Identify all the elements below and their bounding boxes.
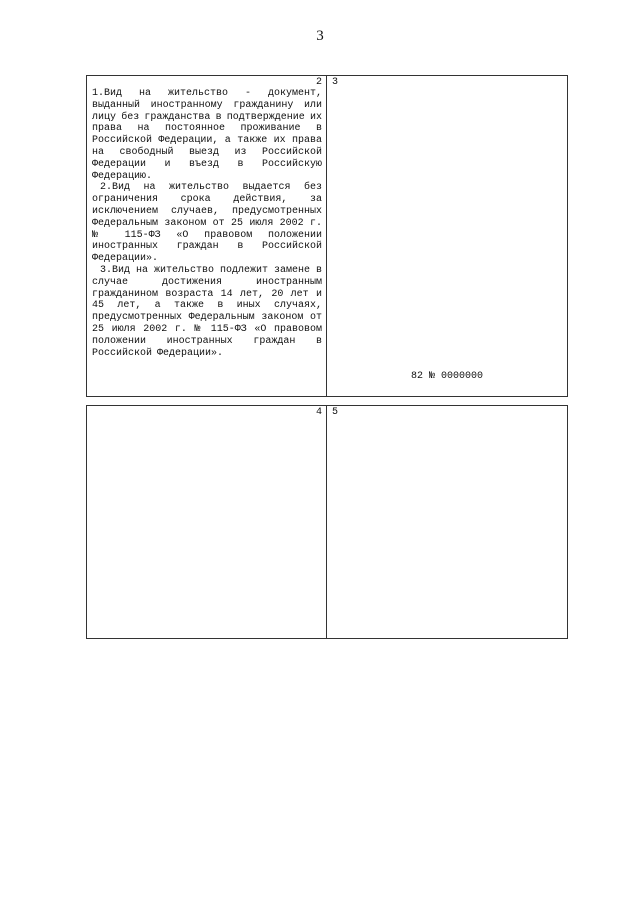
cell-number: 2 [315, 77, 322, 88]
paragraph-2: 2.Вид на жительство выдается без ограничения срока действия, за исключением случаев, предусмотренных Федеральным законом от 25 июля 2002 г. № 115-ФЗ «О правовом положении иностранных граждан в Российской Федерации». [92, 182, 322, 265]
page-cell-4 [87, 406, 327, 638]
paragraph-3: 3.Вид на жительство подлежит замене в случае достижения иностранным гражданином возраста 14 лет, 20 лет и 45 лет, а также в иных случаях, предусмотренных Федеральным законом от 25 июля 2002 г. № 115-ФЗ «О правовом положении иностранных граждан в Российской Федерации». [92, 264, 322, 359]
document-spread-pages-2-3 [86, 75, 568, 397]
page-cell-3 [327, 76, 567, 396]
document-spread-pages-4-5 [86, 405, 568, 639]
page-number: 3 [316, 28, 324, 44]
page-cell-2 [87, 76, 327, 396]
cell-number: 4 [315, 407, 322, 418]
cell-number: 5 [332, 407, 339, 418]
serial-number: 82 № 0000000 [410, 371, 483, 382]
cell-number: 3 [332, 77, 339, 88]
page-cell-5 [327, 406, 567, 638]
paragraph-1: 1.Вид на жительство - документ, выданный иностранному гражданину или лицу без гражданства в подтверждение их права на постоянное проживание в Российской Федерации, а также их права на свободный выезд из Российской Федерации и въезд в Российскую Федерацию. [92, 88, 322, 182]
